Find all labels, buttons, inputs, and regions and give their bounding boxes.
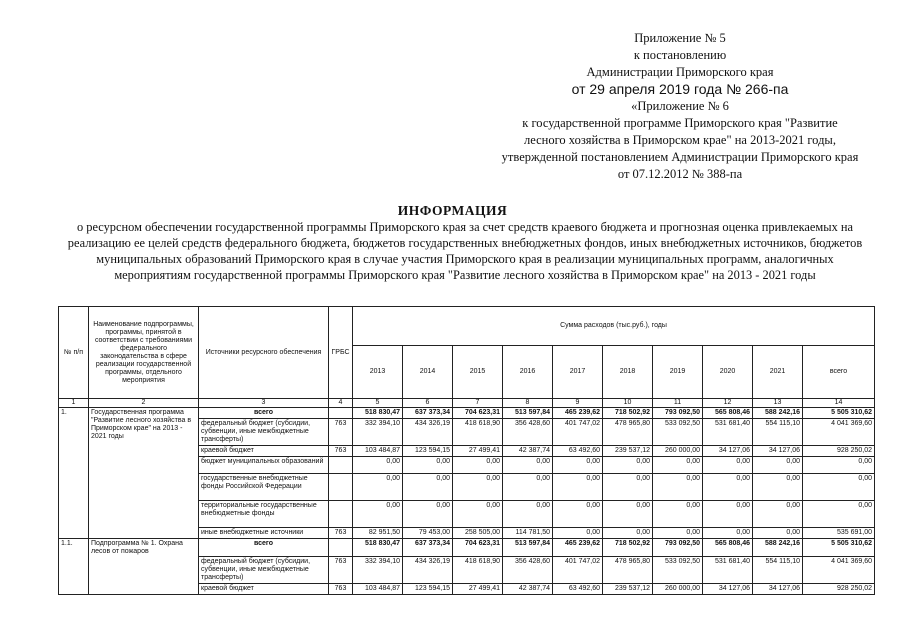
col-index: 9	[553, 399, 603, 408]
funding-source: краевой бюджет	[199, 584, 329, 595]
amount-cell: 0,00	[403, 501, 453, 528]
amount-cell: 0,00	[703, 501, 753, 528]
amount-cell: 418 618,90	[453, 419, 503, 446]
amount-cell: 0,00	[653, 474, 703, 501]
amount-cell: 434 326,19	[403, 419, 453, 446]
amount-cell: 0,00	[703, 457, 753, 474]
program-ref-line3: утвержденной постановлением Администрации Приморского края	[501, 150, 859, 164]
amount-cell: 565 808,46	[703, 408, 753, 419]
table-row	[59, 408, 875, 419]
amount-cell: 533 092,50	[653, 419, 703, 446]
col-index: 12	[703, 399, 753, 408]
amount-cell: 239 537,12	[603, 446, 653, 457]
funding-source: федеральный бюджет (субсидии, субвенции, иные межбюджетные трансферты)	[199, 557, 329, 584]
program-ref-line4: от 07.12.2012 № 388-па	[617, 167, 743, 181]
year-2018: 2018	[603, 346, 653, 399]
resource-table	[58, 306, 875, 595]
amount-cell: 356 428,60	[503, 557, 553, 584]
program-name: Подпрограмма № 1. Охрана лесов от пожаров	[89, 539, 199, 595]
year-2019: 2019	[653, 346, 703, 399]
amount-cell: 513 597,84	[503, 539, 553, 557]
col-index: 2	[89, 399, 199, 408]
administration-ref: Администрации Приморского края	[586, 65, 774, 79]
column-index-row	[59, 399, 875, 408]
funding-source: иные внебюджетные источники	[199, 528, 329, 539]
amount-cell: 704 623,31	[453, 539, 503, 557]
amount-cell: 5 505 310,62	[803, 408, 875, 419]
program-block	[59, 408, 875, 539]
amount-cell: 0,00	[453, 474, 503, 501]
appendix-label: Приложение № 5	[634, 31, 726, 45]
amount-cell: 0,00	[703, 474, 753, 501]
amount-cell: 928 250,02	[803, 446, 875, 457]
amount-cell: 5 505 310,62	[803, 539, 875, 557]
amount-cell: 0,00	[803, 474, 875, 501]
program-name: Государственная программа "Развитие лесного хозяйства в Приморском крае" на 2013 - 2021 годы	[89, 408, 199, 539]
amount-cell: 0,00	[353, 474, 403, 501]
amount-cell: 0,00	[653, 528, 703, 539]
subtitle-line4: мероприятиям государственной программы Приморского края "Развитие лесного хозяйства в Приморском крае" на 2013 - 2021 годы	[114, 268, 816, 282]
funding-source: государственные внебюджетные фонды Российской Федерации	[199, 474, 329, 501]
amount-cell: 0,00	[453, 501, 503, 528]
amount-cell: 718 502,92	[603, 408, 653, 419]
col-index: 10	[603, 399, 653, 408]
amount-cell: 518 830,47	[353, 408, 403, 419]
funding-source: территориальные государственные внебюджетные фонды	[199, 501, 329, 528]
amount-cell: 4 041 369,60	[803, 419, 875, 446]
table-row	[59, 539, 875, 557]
grbs-code	[329, 501, 353, 528]
amount-cell: 793 092,50	[653, 408, 703, 419]
amount-cell: 0,00	[603, 528, 653, 539]
amount-cell: 123 594,15	[403, 446, 453, 457]
header-name: Наименование подпрограммы, программы, принятой в соответствии с требованиями федерального законодательства в сфере реализации государственной программы, отдельного мероприятия	[89, 307, 199, 399]
row-number: 1.	[59, 408, 89, 539]
amount-cell: 434 326,19	[403, 557, 453, 584]
amount-cell: 0,00	[703, 528, 753, 539]
program-ref	[470, 115, 890, 183]
amount-cell: 0,00	[503, 501, 553, 528]
amount-cell: 34 127,06	[753, 584, 803, 595]
header-num: № п/п	[59, 307, 89, 399]
amount-cell: 554 115,10	[753, 419, 803, 446]
table-header-row	[59, 307, 875, 346]
amount-cell: 114 781,50	[503, 528, 553, 539]
year-2015: 2015	[453, 346, 503, 399]
amount-cell: 0,00	[603, 457, 653, 474]
grbs-code: 763	[329, 419, 353, 446]
amount-cell: 27 499,41	[453, 446, 503, 457]
amount-cell: 533 092,50	[653, 557, 703, 584]
amount-cell: 478 965,80	[603, 419, 653, 446]
funding-source: краевой бюджет	[199, 446, 329, 457]
amount-cell: 637 373,34	[403, 539, 453, 557]
grbs-code	[329, 457, 353, 474]
col-index: 4	[329, 399, 353, 408]
amount-cell: 793 092,50	[653, 539, 703, 557]
amount-cell: 0,00	[653, 457, 703, 474]
amount-cell: 0,00	[803, 501, 875, 528]
document-subtitle	[55, 219, 875, 283]
col-index: 14	[803, 399, 875, 408]
amount-cell: 63 492,60	[553, 584, 603, 595]
amount-cell: 0,00	[503, 474, 553, 501]
subtitle-line3: муниципальных образований Приморского края в случае участия Приморского края в реализации муниципальных программ, аналогичных	[96, 252, 834, 266]
amount-cell: 34 127,06	[753, 446, 803, 457]
amount-cell: 332 394,10	[353, 557, 403, 584]
amount-cell: 0,00	[403, 457, 453, 474]
order-date-number: от 29 апреля 2019 года № 266-па	[571, 81, 789, 97]
amount-cell: 0,00	[603, 474, 653, 501]
amount-cell: 258 505,00	[453, 528, 503, 539]
amount-cell: 123 594,15	[403, 584, 453, 595]
year-2014: 2014	[403, 346, 453, 399]
amount-cell: 565 808,46	[703, 539, 753, 557]
col-index: 6	[403, 399, 453, 408]
amount-cell: 0,00	[553, 457, 603, 474]
col-index: 7	[453, 399, 503, 408]
amount-cell: 42 387,74	[503, 584, 553, 595]
amount-cell: 0,00	[753, 474, 803, 501]
col-index: 13	[753, 399, 803, 408]
amount-cell: 0,00	[803, 457, 875, 474]
year-2013: 2013	[353, 346, 403, 399]
program-ref-line2: лесного хозяйства в Приморском крае" на 2013-2021 годы,	[524, 133, 836, 147]
amount-cell: 418 618,90	[453, 557, 503, 584]
amount-cell: 239 537,12	[603, 584, 653, 595]
amount-cell: 531 681,40	[703, 419, 753, 446]
funding-source: всего	[199, 539, 329, 557]
amount-cell: 63 492,60	[553, 446, 603, 457]
document-title: ИНФОРМАЦИЯ	[397, 203, 508, 218]
year-2021: 2021	[753, 346, 803, 399]
amount-cell: 518 830,47	[353, 539, 403, 557]
amount-cell: 82 951,50	[353, 528, 403, 539]
amount-cell: 42 387,74	[503, 446, 553, 457]
col-index: 5	[353, 399, 403, 408]
amount-cell: 478 965,80	[603, 557, 653, 584]
amount-cell: 465 239,62	[553, 539, 603, 557]
year-2016: 2016	[503, 346, 553, 399]
amount-cell: 103 484,87	[353, 446, 403, 457]
funding-source: бюджет муниципальных образований	[199, 457, 329, 474]
amount-cell: 0,00	[353, 501, 403, 528]
amount-cell: 0,00	[453, 457, 503, 474]
amount-cell: 0,00	[553, 501, 603, 528]
amount-cell: 260 000,00	[653, 446, 703, 457]
amount-cell: 27 499,41	[453, 584, 503, 595]
amount-cell: 531 681,40	[703, 557, 753, 584]
amount-cell: 332 394,10	[353, 419, 403, 446]
amount-cell: 718 502,92	[603, 539, 653, 557]
document-header	[470, 30, 890, 115]
row-number: 1.1.	[59, 539, 89, 595]
amount-cell: 0,00	[553, 528, 603, 539]
amount-cell: 260 000,00	[653, 584, 703, 595]
amount-cell: 535 691,00	[803, 528, 875, 539]
grbs-code: 763	[329, 584, 353, 595]
grbs-code	[329, 474, 353, 501]
amount-cell: 34 127,06	[703, 446, 753, 457]
header-sum: Сумма расходов (тыс.руб.), годы	[353, 307, 875, 346]
amount-cell: 34 127,06	[703, 584, 753, 595]
amount-cell: 0,00	[753, 457, 803, 474]
amount-cell: 79 453,00	[403, 528, 453, 539]
year-total: всего	[803, 346, 875, 399]
amount-cell: 401 747,02	[553, 419, 603, 446]
funding-source: федеральный бюджет (субсидии, субвенции, иные межбюджетные трансферты)	[199, 419, 329, 446]
amount-cell: 0,00	[603, 501, 653, 528]
amount-cell: 0,00	[553, 474, 603, 501]
amount-cell: 928 250,02	[803, 584, 875, 595]
header-grbs: ГРБС	[329, 307, 353, 399]
amount-cell: 0,00	[653, 501, 703, 528]
amount-cell: 513 597,84	[503, 408, 553, 419]
grbs-code: 763	[329, 528, 353, 539]
amount-cell: 704 623,31	[453, 408, 503, 419]
amount-cell: 637 373,34	[403, 408, 453, 419]
grbs-code	[329, 539, 353, 557]
resolution-ref: к постановлению	[633, 48, 727, 62]
amount-cell: 103 484,87	[353, 584, 403, 595]
subprogram-block	[59, 539, 875, 595]
grbs-code: 763	[329, 446, 353, 457]
amount-cell: 588 242,16	[753, 539, 803, 557]
year-2017: 2017	[553, 346, 603, 399]
amount-cell: 0,00	[753, 501, 803, 528]
amount-cell: 0,00	[753, 528, 803, 539]
program-ref-line1: к государственной программе Приморского края "Развитие	[522, 116, 838, 130]
funding-source: всего	[199, 408, 329, 419]
amount-cell: 0,00	[353, 457, 403, 474]
amount-cell: 401 747,02	[553, 557, 603, 584]
col-index: 3	[199, 399, 329, 408]
col-index: 11	[653, 399, 703, 408]
grbs-code: 763	[329, 557, 353, 584]
amount-cell: 465 239,62	[553, 408, 603, 419]
amount-cell: 554 115,10	[753, 557, 803, 584]
grbs-code	[329, 408, 353, 419]
subtitle-line1: о ресурсном обеспечении государственной программы Приморского края за счет средств краевого бюджета и прогнозная оценка привлекаемых на	[76, 220, 854, 234]
amount-cell: 0,00	[403, 474, 453, 501]
subtitle-line2: реализацию ее целей средств федерального бюджета, бюджетов государственных внебюджетных фондов, иных внебюджетных источников, бюджетов	[67, 236, 863, 250]
amount-cell: 4 041 369,60	[803, 557, 875, 584]
header-source: Источники ресурсного обеспечения	[199, 307, 329, 399]
col-index: 8	[503, 399, 553, 408]
amount-cell: 356 428,60	[503, 419, 553, 446]
year-2020: 2020	[703, 346, 753, 399]
col-index: 1	[59, 399, 89, 408]
amount-cell: 588 242,16	[753, 408, 803, 419]
amount-cell: 0,00	[503, 457, 553, 474]
appendix6-label: «Приложение № 6	[631, 99, 729, 113]
